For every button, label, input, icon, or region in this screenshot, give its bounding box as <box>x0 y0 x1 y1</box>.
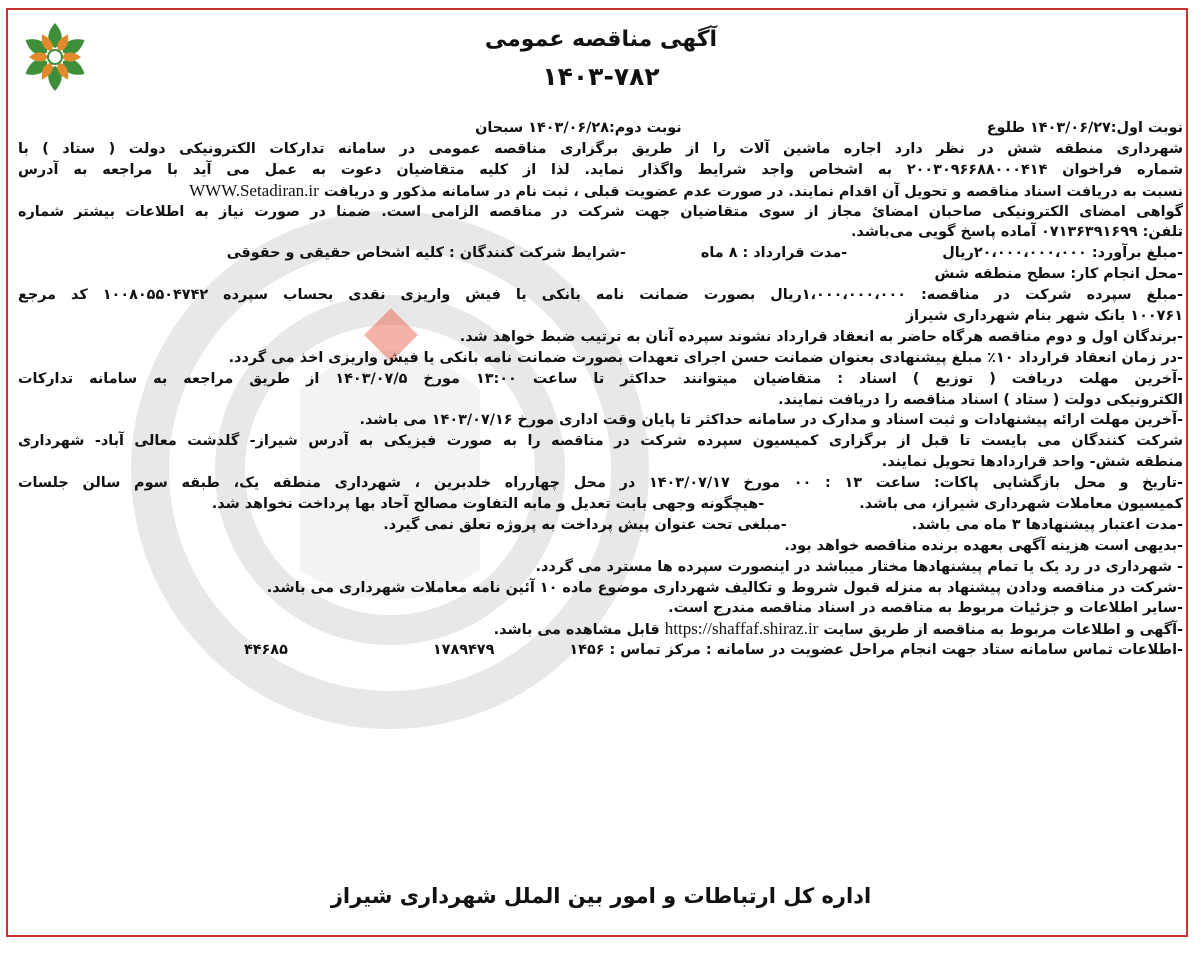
website-suffix: قابل مشاهده می باشد. <box>493 622 660 639</box>
intro-line: گواهی امضای الکترونیکی صاحبان امضائ مجاز از سوی متقاضیان جهت شرکت در مناقصه الزامی است. ضمنا در صورت نیاز به اطلاعات بیشتر شماره <box>18 203 1183 220</box>
participant-eligibility: -شرایط شرکت کنندگان : کلیه اشخاص حقیقی و حقوقی <box>226 245 626 262</box>
setadiran-link[interactable]: WWW.Setadiran.ir <box>189 180 319 200</box>
contract-duration: -مدت قرارداد : ۸ ماه <box>700 245 848 262</box>
signature-line: اداره کل ارتباطات و امور بین الملل شهرداری شیراز <box>330 884 872 908</box>
website-prefix: -آگهی و اطلاعات مربوط به مناقصه از طریق سایت <box>823 622 1183 639</box>
contact-text: -اطلاعات تماس سامانه ستاد جهت انجام مراحل عضویت در سامانه : مرکز تماس : ۱۴۵۶ <box>569 642 1183 659</box>
work-location: -محل انجام کار: سطح منطقه شش <box>934 266 1183 283</box>
intro-line: شماره فراخوان ۲۰۰۳۰۹۶۶۸۸۰۰۰۴۱۴ به اشخاص واجد شرایط واگذار نماید. لذا از کلیه متقاضیان دعوت به عمل می آید با مراجعه به آدرس <box>18 161 1183 178</box>
second-publication: نوبت دوم:۱۴۰۳/۰۶/۲۸ سبحان <box>475 120 682 136</box>
intro-line: تلفن: ۰۷۱۳۶۳۹۱۶۹۹ آماده پاسخ گویی می‌باشد. <box>850 224 1183 241</box>
first-publication: نوبت اول:۱۴۰۳/۰۶/۲۷ طلوع <box>986 120 1183 136</box>
contact-line <box>18 640 1183 661</box>
notice-number: ۱۴۰۳-۷۸۲ <box>542 62 660 91</box>
submit-deadline: -آخرین مهلت ارائه پیشنهادات و ثبت اسناد و مدارک در سامانه حداکثر تا پایان وقت اداری مورخ ۱۴۰۳/۰۷/۱۶ می باشد. <box>359 412 1183 429</box>
physical-delivery-line: منطقه شش- واحد قراردادها تحویل نمایند. <box>881 454 1183 471</box>
validity-clause: -مدت اعتبار پیشنهادها ۳ ماه می باشد. <box>911 516 1183 533</box>
opening-line: کمیسیون معاملات شهرداری شیراز، می باشد. <box>859 496 1183 513</box>
opening-adjustment-line <box>18 494 1183 515</box>
estimate-amount: -مبلغ برآورد: ۲۰،۰۰۰،۰۰۰،۰۰۰ریال <box>942 245 1183 262</box>
contact-phone-2: ۴۴۶۸۵ <box>243 642 288 659</box>
other-info-clause: -سایر اطلاعات و جزئیات مربوط به مناقصه در اسناد مناقصه مندرج است. <box>668 600 1183 617</box>
terms-line <box>18 243 1183 264</box>
no-prepayment-clause: -مبلغی تحت عنوان پیش پرداخت به پروژه تعلق نمی گیرد. <box>383 516 787 533</box>
rejection-clause: - شهرداری در رد یک یا تمام پیشنهادها مختار میباشد در اینصورت سپرده ها مسترد می گردد. <box>535 558 1183 575</box>
acceptance-clause: -شرکت در مناقصه ودادن پیشنهاد به منزله قبول شروط و تکالیف شهرداری موضوع ماده ۱۰ آئین نامه معاملات شهرداری می باشد. <box>266 579 1183 596</box>
physical-delivery-line: شرکت کنندگان می بایست تا قبل از برگزاری کمیسیون سپرده شرکت در مناقصه را به صورت فیزیکی به آدرس شیراز- گلدشت معالی آباد- شهرداری <box>18 433 1183 450</box>
municipality-logo-icon <box>18 20 92 94</box>
intro-line <box>18 181 1183 202</box>
validity-prepayment-line <box>18 515 1183 536</box>
intro-text: نسبت به دریافت اسناد مناقصه و تحویل آن اقدام نمایند. در صورت عدم عضویت قبلی ، ثبت نام در سامانه مذکور و دریافت <box>323 183 1183 200</box>
no-adjustment-clause: -هیچگونه وجهی بابت تعدیل و مابه التفاوت مصالح آحاد بها پرداخت نخواهد شد. <box>211 496 765 513</box>
publication-line <box>18 118 1183 139</box>
opening-line: -تاریخ و محل بازگشایی پاکات: ساعت ۱۳ : ۰۰ مورخ ۱۴۰۳/۰۷/۱۷ در محل چهارراه خلدبرین ، شهرداری منطقه یک، طبقه سوم سالن جلسات <box>18 475 1183 492</box>
website-line <box>18 619 1183 640</box>
ad-cost-clause: -بدیهی است هزینه آگهی بعهده برنده مناقصه خواهد بود. <box>784 537 1183 554</box>
guarantee-clause: -در زمان انعقاد قرارداد ۱۰٪ مبلغ پیشنهادی بعنوان ضمانت حسن اجرای تعهدات بصورت ضمانت نامه بانکی یا فیش واریزی اخذ می گردد. <box>228 349 1183 366</box>
intro-line: شهرداری منطقه شش در نظر دارد اجاره ماشین آلات را از طریق برگزاری مناقصه عمومی در سامانه تدارکات الکترونیکی دولت ( ستاد ) با <box>18 140 1183 157</box>
notice-title: آگهی مناقصه عمومی <box>484 27 718 52</box>
receive-deadline-line: الکترونیکی دولت ( ستاد ) اسناد مناقصه را دریافت نمایند. <box>778 391 1183 408</box>
deposit-line: ۱۰۰۷۶۱ بانک شهر بنام شهرداری شیراز <box>905 308 1183 325</box>
notice-body <box>18 118 1183 661</box>
deposit-line: -مبلغ سپرده شرکت در مناقصه: ۱،۰۰۰،۰۰۰،۰۰۰ریال بصورت ضمانت نامه بانکی یا فیش واریزی نقدی بحساب سپرده ۱۰۰۸۰۵۵۰۴۷۴۲ کد مرجع <box>18 287 1183 304</box>
forfeit-clause: -برندگان اول و دوم مناقصه هرگاه حاضر به انعقاد قرارداد نشوند سپرده آنان به ترتیب ضبط خواهد شد. <box>459 328 1183 345</box>
shaffaf-link[interactable]: https://shaffaf.shiraz.ir <box>664 619 819 639</box>
receive-deadline-line: -آخرین مهلت دریافت ( توزیع ) اسناد : متقاضیان میتوانند حداکثر تا ساعت ۱۳:۰۰ مورخ ۱۴۰۳/۰۷/۵ از طریق مراجعه به سامانه تدارکات <box>18 370 1183 387</box>
contact-phone-1: ۱۷۸۹۴۷۹ <box>432 642 495 659</box>
